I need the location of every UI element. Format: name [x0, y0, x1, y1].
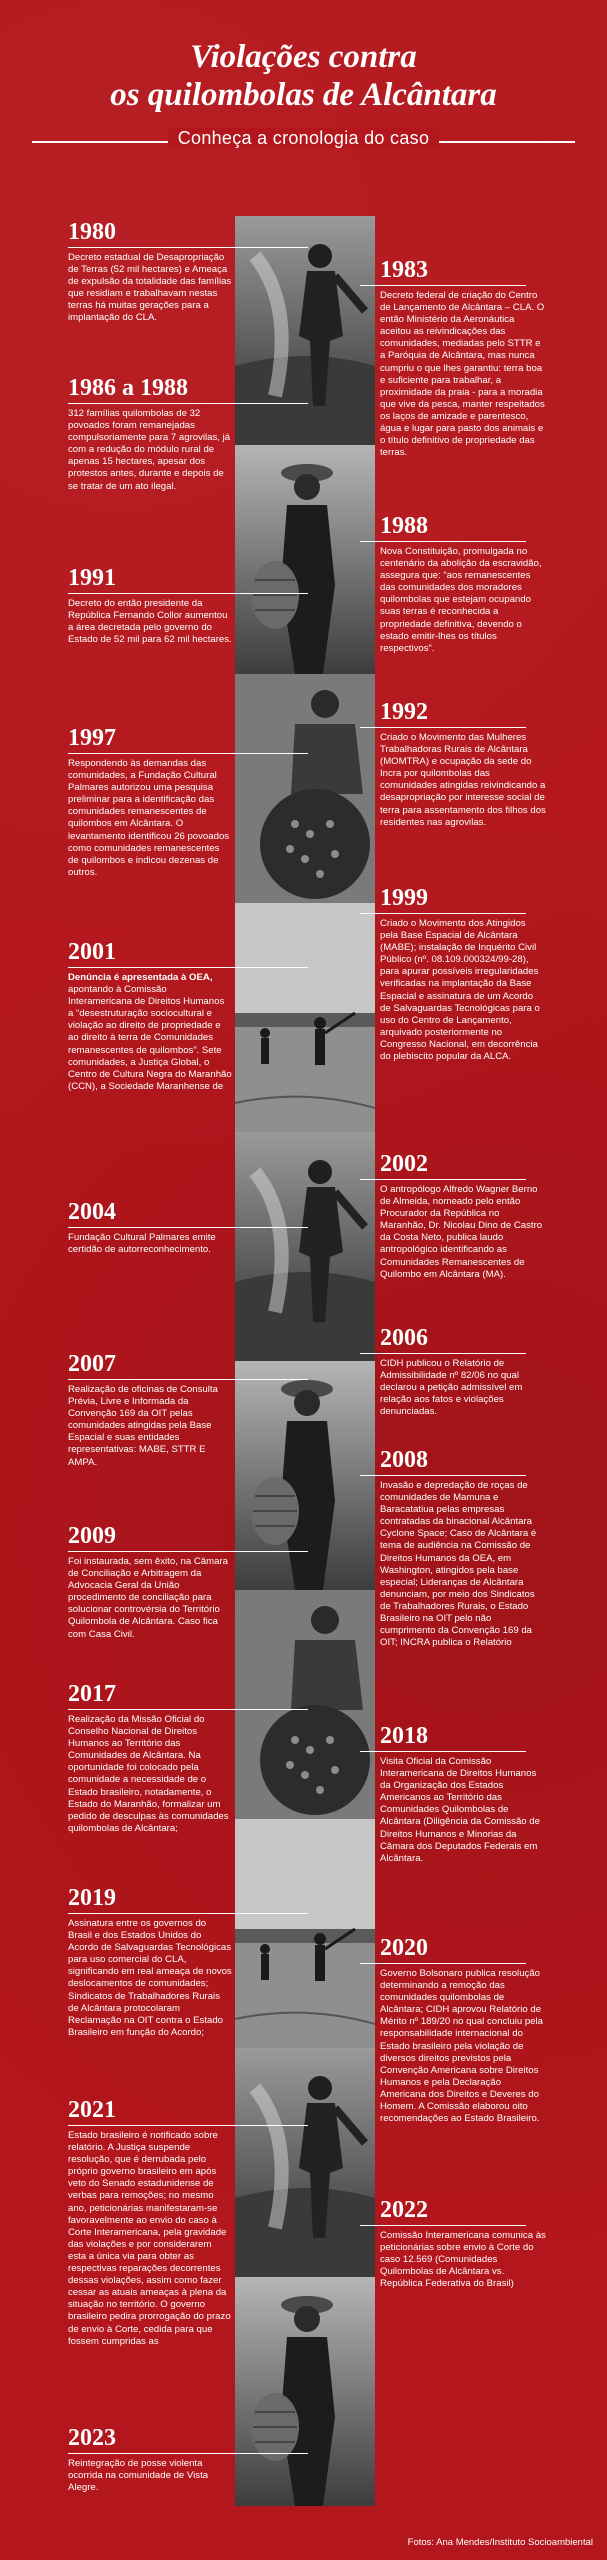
photo-woman-with-palm-fruit — [235, 674, 375, 903]
divider — [68, 2453, 308, 2454]
year-label: 2006 — [380, 1325, 428, 1351]
timeline-entry-2008 — [380, 1446, 546, 1649]
timeline-entry-2022 — [380, 2196, 546, 2290]
divider — [360, 2225, 526, 2226]
year-label: 2007 — [68, 1351, 116, 1377]
subtitle-bar — [32, 126, 575, 156]
photo-people-walking-on-beach — [235, 1819, 375, 2048]
year-label: 2023 — [68, 2425, 116, 2451]
timeline-entry-2002 — [380, 1150, 546, 1281]
entry-text: Decreto estadual de Desapropriação de Terras (52 mil hectares) e Ameaça de expulsão da totalidade das famílias que residiam e trabalhavam nestas terras há muitas gerações para a implantação do CLA. — [68, 252, 232, 324]
divider — [360, 285, 526, 286]
divider — [68, 1709, 308, 1710]
divider — [68, 593, 308, 594]
year-label: 1992 — [380, 699, 428, 725]
timeline-entry-2020 — [380, 1934, 546, 2125]
timeline-entry-2021 — [68, 2096, 232, 2348]
timeline-entry-2019 — [68, 1884, 232, 2039]
divider — [360, 1963, 526, 1964]
entry-text: Decreto do então presidente da República Fernando Collor aumentou a área decretada pelo governo do Estado de 52 mil para 62 mil hectares. — [68, 598, 232, 646]
divider — [68, 403, 308, 404]
year-label: 1999 — [380, 885, 428, 911]
photo-credit: Fotos: Ana Mendes/Instituto Socioambiental — [407, 2537, 593, 2548]
timeline-entry-2017 — [68, 1680, 232, 1835]
entry-text — [68, 972, 232, 1093]
divider — [360, 1179, 526, 1180]
timeline-entry-1988 — [380, 512, 546, 655]
photo-fisherman-with-net — [235, 2048, 375, 2277]
photo-man-with-basket — [235, 2277, 375, 2506]
year-label: 2019 — [68, 1885, 116, 1911]
photo-people-walking-on-beach — [235, 903, 375, 1132]
timeline-entry-1997 — [68, 724, 232, 879]
entry-text: Respondendo às demandas das comunidades, a Fundação Cultural Palmares autorizou uma pesquisa preliminar para a identificação das comunidades remanescentes de quilombos em Alcântara. O levantamento identificou 26 povoados como comunidades remanescentes de quilombos e indicou dezenas de outros. — [68, 758, 230, 878]
entry-text: Reintegração de posse violenta ocorrida na comunidade de Vista Alegre. — [68, 2458, 209, 2494]
entry-text: Decreto federal de criação do Centro de Lançamento de Alcântara – CLA. O então Ministério da Aeronáutica aceitou as reivindicações das comunidades, mediadas pelo STTR e a Paróquia de Alcântara, mas nunca cumpriu o que lhes garantiu: terra boa e suficiente para trabalhar, a proximidade da praia - para a moradia que vive da pesca, manter respeitados os laços de amizade e parentesco, água e lugar para pasto dos animais e o título definitivo de propriedade das terras. — [380, 290, 545, 459]
year-label: 1991 — [68, 565, 116, 591]
divider — [68, 1551, 308, 1552]
year-label: 2002 — [380, 1151, 428, 1177]
entry-text: Realização da Missão Oficial do Conselho Nacional de Direitos Humanos ao Território das Comunidades de Alcântara. Na oportunidade foi colocado pela comunidade a necessidade de o Estado brasileiro, notadamente, o Estado do Maranhão, formalizar um pedido de desculpas às comunidades quilombolas de Alcântara; — [68, 1714, 229, 1834]
year-label: 2020 — [380, 1935, 428, 1961]
photo-fisherman-with-net — [235, 1132, 375, 1361]
entry-text-rest: apontando à Comissão Interamericana de Direitos Humanos a “desestruturação sociocultural e violação ao direito de propriedade e ao direito à terra de Comunidades remanescentes de quilombos”. Sete comunidades, a Justiça Global, o Centro de Cultura Negra do Maranhão (CCN), a Sociedade Maranhense de — [68, 984, 232, 1092]
entry-text: CIDH publicou o Relatório de Admissibilidade nº 82/06 no qual declarou a petição admissível em relação aos fatos e violações denunciadas. — [380, 1358, 523, 1418]
year-label: 2008 — [380, 1447, 428, 1473]
timeline-entry-2004 — [68, 1198, 232, 1256]
divider — [68, 2125, 308, 2126]
entry-text: Realização de oficinas de Consulta Prévia, Livre e Informada da Convenção 169 da OIT pelas comunidades atingidas pela Base Espacial e suas entidades representativas: MABE, STTR E AMPA. — [68, 1384, 218, 1468]
timeline-entry-1992 — [380, 698, 546, 829]
entry-text: Governo Bolsonaro publica resolução determinando a remoção das comunidades quilombolas de Alcântara; CIDH aprovou Relatório de Mérito nº 189/20 no qual concluiu pela responsabilidade internacional do Estado brasileiro pela violação de diversos direitos previstos pela Convenção Americana sobre Direitos Humanos e pela Declaração Americana dos Direitos e Deveres do Homem. A Comissão elaborou oito recomendações ao Estado Brasileiro. — [380, 1968, 543, 2125]
entry-text: Nova Constituição, promulgada no centenário da abolição da escravidão, assegura que: “aos remanescentes das comunidades dos moradores quilombolas que estejam ocupando suas terras é reconhecida a propriedade definitiva, devendo o estado emitir-lhes os títulos respectivos”. — [380, 546, 542, 654]
entry-text: Foi instaurada, sem êxito, na Câmara de Conciliação e Arbitragem da Advocacia Geral da União procedimento de conciliação para solucionar controvérsia do Território Quilombola de Alcântara. Caso fica com Casa Civil. — [68, 1556, 228, 1640]
year-label: 2021 — [68, 2097, 116, 2123]
entry-text: Assinatura entre os governos do Brasil e dos Estados Unidos do Acordo de Salvaguardas Tecnológicas para uso comercial do CLA, significando em real ameaça de novos deslocamentos de comunidades; Sindicatos de Trabalhadores Rurais de Alcântara protocolaram Reclamação na OIT contra o Estado Brasileiro em função do Acordo; — [68, 1918, 232, 2038]
divider — [68, 753, 308, 754]
timeline-entry-1991 — [68, 564, 232, 646]
year-label: 1988 — [380, 513, 428, 539]
divider — [360, 1475, 526, 1476]
entry-text: Estado brasileiro é notificado sobre relatório. A Justiça suspende resolução, que é derrubada pelo próprio governo brasileiro em após veto do Senado estadunidense de verbas para remoções; no mesmo ano, peticionárias manifestaram-se favoravelmente ao envio do caso à Corte Interamericana, pela gravidade das violações e por considerarem esta a única via para obter as respectivas reparações decorrentes dessas violações, assim como fazer cessar as atuais ameaças à plena da situação no território. O governo brasileiro pedira prorrogação do prazo de envio à Corte, cedida para que fossem cumpridas as — [68, 2130, 231, 2347]
year-label: 1983 — [380, 257, 428, 283]
divider — [360, 1353, 526, 1354]
entry-text: Comissão Interamericana comunica às peticionárias sobre envio à Corte do caso 12.569 (Comunidades Quilombolas de Alcântara vs. República Federativa do Brasil) — [380, 2230, 546, 2290]
photo-fisherman-with-net — [235, 216, 375, 445]
divider — [68, 1379, 308, 1380]
entry-text: Invasão e depredação de roças de comunidades de Mamuna e Baracatatiua pelas empresas contratadas da binacional Alcântara Cyclone Space; Caso de Alcântara é tema de audiência na Comissão de Direitos Humanos da OEA, em Washington, atingidos pela base especial; Lideranças de Alcântara denunciam, por meio dos Sindicatos de Trabalhadores Rurais, o Estado Brasileiro na OIT pelo não cumprimento da Convenção 169 da OIT; INCRA publica o Relatório — [380, 1480, 537, 1649]
divider — [68, 1913, 308, 1914]
entry-text-bold: Denúncia é apresentada à OEA, — [68, 972, 213, 983]
photo-man-with-basket — [235, 445, 375, 674]
entry-text: 312 famílias quilombolas de 32 povoados foram remanejadas compulsoriamente para 7 agrovilas, já com a redução do módulo rural de apenas 15 hectares, apesar dos protestos antes, durante e depois de se tratar de um ato ilegal. — [68, 408, 231, 492]
year-label: 2017 — [68, 1681, 116, 1707]
timeline-entry-2018 — [380, 1722, 546, 1865]
timeline-entry-1986-1988 — [68, 374, 232, 493]
divider — [360, 541, 526, 542]
photo-man-with-basket — [235, 1361, 375, 1590]
divider — [360, 1751, 526, 1752]
year-label: 2004 — [68, 1199, 116, 1225]
year-label: 2022 — [380, 2197, 428, 2223]
entry-text: O antropólogo Alfredo Wagner Berno de Almeida, nomeado pelo então Procurador da República no Maranhão, Dr. Nicolau Dino de Castro da Costa Neto, publica laudo antropológico identificando as Comunidades Remanescentes de Quilombo em Alcântara (MA). — [380, 1184, 543, 1280]
year-label: 1986 a 1988 — [68, 375, 188, 401]
entry-text: Fundação Cultural Palmares emite certidão de autorreconhecimento. — [68, 1232, 216, 1256]
divider — [360, 913, 526, 914]
divider — [68, 967, 308, 968]
year-label: 1980 — [68, 219, 116, 245]
year-label: 1997 — [68, 725, 116, 751]
timeline-entry-2009 — [68, 1522, 232, 1641]
year-label: 2009 — [68, 1523, 116, 1549]
divider — [68, 247, 308, 248]
timeline-entry-2006 — [380, 1324, 546, 1418]
photo-strip — [235, 216, 375, 2506]
title-line-2: os quilombolas de Alcântara — [110, 77, 497, 113]
photo-woman-with-palm-fruit — [235, 1590, 375, 1819]
divider — [360, 727, 526, 728]
subtitle: Conheça a cronologia do caso — [168, 128, 440, 148]
year-label: 2018 — [380, 1723, 428, 1749]
title-line-1: Violações contra — [190, 39, 417, 75]
timeline-entry-2007 — [68, 1350, 232, 1469]
divider — [68, 1227, 308, 1228]
timeline-entry-1999 — [380, 884, 546, 1063]
entry-text: Visita Oficial da Comissão Interamericana de Direitos Humanos da Organização dos Estados Americanos ao Território das Comunidades Quilombolas de Alcântara (Diligência da Comissão de Direitos Humanos e Minorias da Câmara dos Deputados Federais em Alcântara. — [380, 1756, 540, 1864]
entry-text: Criado o Movimento das Mulheres Trabalhadoras Rurais de Alcântara (MOMTRA) e ocupação da sede do Incra por quilombolas das comunidades atingidas reivindicando a desapropriação por interesse social de terra para assentamento dos filhos dos residentes nas agrovilas. — [380, 732, 546, 828]
timeline-entry-2023 — [68, 2424, 232, 2494]
entry-text: Criado o Movimento dos Atingidos pela Base Espacial de Alcântara (MABE); instalação de Inquérito Civil Público (nº. 08.109.000324/99-28), para apurar possíveis irregularidades verificadas na implantação da Base Espacial e assinatura de um Acordo de Salvaguardas Tecnológicas para o uso do Centro de Lançamento, arquivado posteriormente no Congresso Nacional, em decorrência do plebiscito popular da ALCA. — [380, 918, 540, 1063]
timeline-entry-1983 — [380, 256, 546, 459]
timeline-entry-1980 — [68, 218, 232, 325]
timeline-entry-2001 — [68, 938, 232, 1093]
year-label: 2001 — [68, 939, 116, 965]
